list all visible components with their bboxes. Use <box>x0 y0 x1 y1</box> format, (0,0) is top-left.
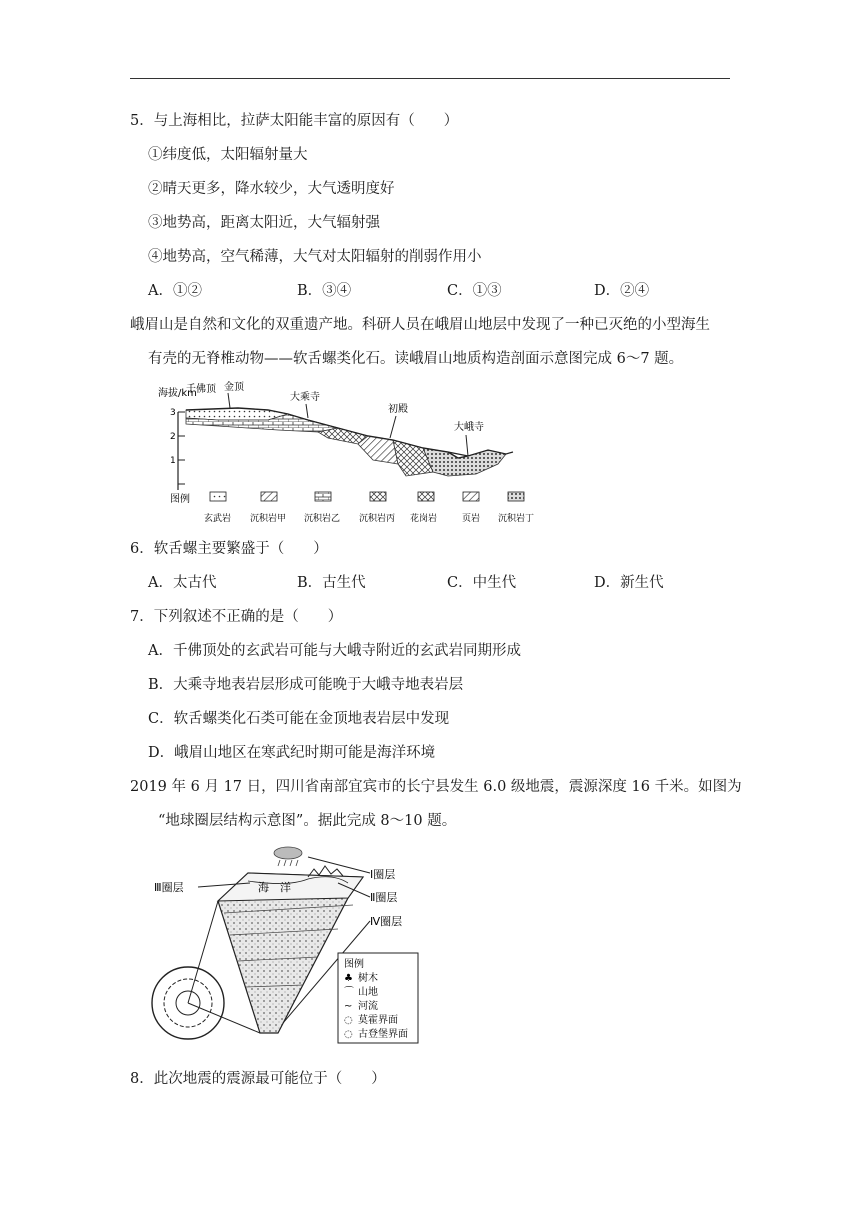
q5-option-c: C．①③ <box>447 283 502 299</box>
gutenberg-icon: ◌ <box>344 1029 353 1040</box>
geology-section-figure <box>158 380 548 528</box>
legend2-mountain: 山地 <box>358 987 378 998</box>
tick-1: 1 <box>170 456 176 466</box>
label-layer-2: Ⅱ圈层 <box>370 891 398 904</box>
intro-6-7-line-2: 有壳的无脊椎动物——软舌螺类化石。读峨眉山地质构造剖面示意图完成 6～7 题。 <box>148 351 684 367</box>
tree-icon: ♣ <box>344 973 353 984</box>
q5-option-a: A．①② <box>148 283 202 299</box>
q5-item-1: ①纬度低，太阳辐射量大 <box>148 147 308 163</box>
q5-option-b: B．③④ <box>297 283 352 299</box>
sea-label: 海 洋 <box>258 881 291 894</box>
legend-swatches <box>210 492 524 501</box>
q7-option-a: A．千佛顶处的玄武岩可能与大峨寺附近的玄武岩同期形成 <box>148 643 521 659</box>
legend-sedimentary-a: 沉积岩甲 <box>250 514 287 524</box>
label-layer-1: Ⅰ圈层 <box>370 868 396 881</box>
q7-option-d: D．峨眉山地区在寒武纪时期可能是海洋环境 <box>148 745 436 761</box>
place-dachengsi: 大乘寺 <box>290 392 320 403</box>
intro-8-10-line-1: 2019 年 6 月 17 日，四川省南部宜宾市的长宁县发生 6.0 级地震，震源深度 16 千米。如图为 <box>130 779 742 795</box>
q6-option-d: D．新生代 <box>594 575 664 591</box>
legend-title: 图例 <box>170 494 190 505</box>
q5-item-4: ④地势高，空气稀薄，大气对太阳辐射的削弱作用小 <box>148 249 482 265</box>
label-layer-3: Ⅲ圈层 <box>154 881 184 894</box>
question-7-stem: 7．下列叙述不正确的是（ ） <box>130 609 343 625</box>
legend2-river: 河流 <box>358 1001 378 1012</box>
label-layer-4: Ⅳ圈层 <box>370 915 403 928</box>
tick-2: 2 <box>170 432 176 442</box>
legend2-moho: 莫霍界面 <box>358 1015 398 1026</box>
legend-sedimentary-d: 沉积岩丁 <box>498 514 535 524</box>
question-5-stem: 5．与上海相比，拉萨太阳能丰富的原因有（ ） <box>130 113 459 129</box>
q6-option-c: C．中生代 <box>447 575 517 591</box>
intro-8-10-line-2: “地球圈层结构示意图”。据此完成 8～10 题。 <box>158 813 457 829</box>
q7-option-b: B．大乘寺地表岩层形成可能晚于大峨寺地表岩层 <box>148 677 464 693</box>
q5-item-3: ③地势高，距离太阳近，大气辐射强 <box>148 215 380 231</box>
cloud-icon <box>274 847 302 866</box>
question-6-stem: 6．软舌螺主要繁盛于（ ） <box>130 541 328 557</box>
moho-icon: ◌ <box>344 1015 353 1026</box>
legend-sedimentary-b: 沉积岩乙 <box>304 514 341 524</box>
place-qianfoding: 千佛顶 <box>186 384 216 395</box>
q5-item-2: ②晴天更多，降水较少，大气透明度好 <box>148 181 395 197</box>
legend-basalt: 玄武岩 <box>204 514 232 524</box>
place-daesi: 大峨寺 <box>454 422 484 433</box>
question-8-stem: 8．此次地震的震源最可能位于（ ） <box>130 1071 386 1087</box>
legend-shale: 页岩 <box>462 514 481 524</box>
legend2-title: 图例 <box>344 959 364 970</box>
intro-6-7-line-1: 峨眉山是自然和文化的双重遗产地。科研人员在峨眉山地层中发现了一种已灭绝的小型海生 <box>130 317 710 333</box>
axis-label: 海拔/km <box>158 388 197 399</box>
q5-option-d: D．②④ <box>594 283 650 299</box>
earth-sphere-figure <box>148 843 423 1053</box>
legend2-gutenberg: 古登堡界面 <box>358 1029 408 1040</box>
q6-option-a: A．太古代 <box>148 575 217 591</box>
place-chudian: 初殿 <box>388 404 408 415</box>
q7-option-c: C．软舌螺类化石类可能在金顶地表岩层中发现 <box>148 711 450 727</box>
top-rule <box>130 78 730 79</box>
stratum-shale <box>423 448 506 476</box>
legend-sedimentary-c: 沉积岩丙 <box>359 514 396 524</box>
river-icon: ~ <box>344 1001 353 1012</box>
legend2-tree: 树木 <box>358 973 378 984</box>
mountain-legend-icon: ⌒ <box>344 987 354 998</box>
q6-option-b: B．古生代 <box>297 575 366 591</box>
legend-granite: 花岗岩 <box>410 514 438 524</box>
place-jinding: 金顶 <box>224 382 244 393</box>
tick-3: 3 <box>170 408 176 418</box>
